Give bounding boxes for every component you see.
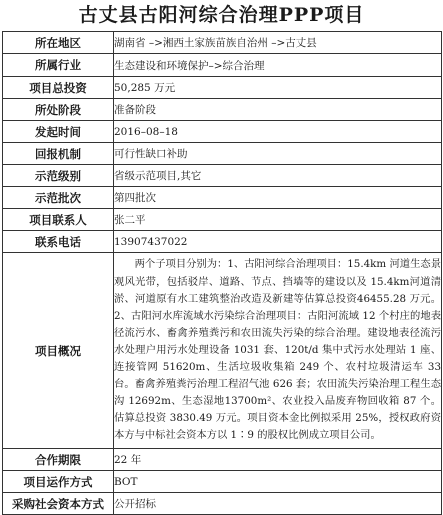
contact-person-value: 张二平	[114, 209, 442, 231]
procurement-method-value: 公开招标	[114, 493, 442, 515]
demo-level-value: 省级示范项目,其它	[114, 165, 442, 187]
row-contact-phone	[3, 231, 442, 253]
row-total-investment	[3, 77, 442, 99]
row-return-mechanism	[3, 143, 442, 165]
operation-mode-label: 项目运作方式	[3, 471, 114, 493]
operation-mode-value: BOT	[114, 471, 442, 493]
overview-label: 项目概况	[3, 253, 114, 449]
return-mechanism-value: 可行性缺口补助	[114, 143, 442, 165]
row-procurement-method	[3, 493, 442, 515]
industry-label: 所属行业	[3, 54, 114, 77]
row-region	[3, 32, 442, 54]
return-mechanism-label: 回报机制	[3, 143, 114, 165]
launch-date-value: 2016–08–18	[114, 121, 442, 143]
page-title: 古丈县古阳河综合治理PPP项目	[78, 4, 365, 26]
row-stage	[3, 99, 442, 121]
contact-phone-label: 联系电话	[3, 231, 114, 253]
total-investment-label: 项目总投资	[3, 77, 114, 99]
cooperation-period-value: 22 年	[114, 449, 442, 471]
row-contact-person	[3, 209, 442, 231]
procurement-method-label: 采购社会资本方式	[3, 493, 114, 515]
overview-text: 两个子项目分别为：1、古阳河综合治理项目：15.4km 河道生态景观风光带，包括驳岸、道路、节点、挡墙等的建设以及 15.4km河道清淤、河道原有水工建筑整治改造及新建等估算总投资46455.28 万元。2、古阳河水库流域水污染综合治理项目：古阳河流域 12 个村庄的地表径流污水、畜禽养殖粪污和农田流失污染的综合治理。建设地表径流污水处理户用污水处理设备 1031 套、120t/d 集中式污水处理站 1 座、连接管网 51620m、生活垃圾收集箱 249 个、农村垃圾清运车 33 台。畜禽养殖粪污治理工程沼气池 626 套；农田流失污染治理工程生态沟 12692m、生态湿地13700m²、农业投入品废弃物回收箱 87 个。估算总投资 3830.49 万元。项目资本金比例拟采用 25%，授权政府资本方与中标社会资本方以 1∶9 的股权比例成立项目公司。	[114, 258, 441, 442]
project-info-table	[2, 31, 442, 515]
industry-value: 生态建设和环境保护–>综合治理	[114, 54, 442, 77]
demo-batch-value: 第四批次	[114, 187, 442, 209]
contact-person-label: 项目联系人	[3, 209, 114, 231]
total-investment-value: 50,285 万元	[114, 77, 442, 99]
launch-date-label: 发起时间	[3, 121, 114, 143]
row-overview	[3, 253, 442, 449]
stage-label: 所处阶段	[3, 99, 114, 121]
overview-text-cell	[114, 253, 442, 449]
row-demo-batch	[3, 187, 442, 209]
contact-phone-value: 13907437022	[114, 231, 442, 253]
row-operation-mode	[3, 471, 442, 493]
row-demo-level	[3, 165, 442, 187]
row-cooperation-period	[3, 449, 442, 471]
cooperation-period-label: 合作期限	[3, 449, 114, 471]
stage-value: 准备阶段	[114, 99, 442, 121]
region-label: 所在地区	[3, 32, 114, 54]
row-industry	[3, 54, 442, 77]
demo-level-label: 示范级别	[3, 165, 114, 187]
row-launch-date	[3, 121, 442, 143]
demo-batch-label: 示范批次	[3, 187, 114, 209]
region-value: 湖南省 –>湘西土家族苗族自治州 –>古丈县	[114, 32, 442, 54]
